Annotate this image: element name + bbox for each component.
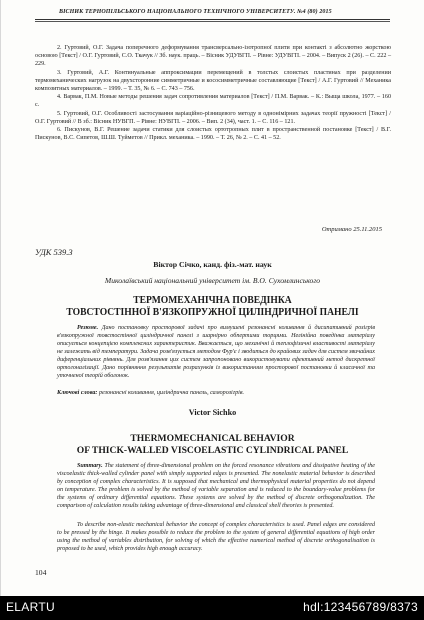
- abstract-ukrainian: [57, 324, 375, 380]
- reference-item: 5. Гуртовий, О.Г. Особливості застосування варіаційно-різницевого методу в однонімірних задачах теорії пружності [Текст] / О.Г. Гуртовий // В зб.: Вісник НУВГП. – Рівне: НУВГП. – 2006. – Вип. 2 (34), част. 1. – С. 116 – 121.: [35, 110, 391, 125]
- received-date: Отримано 25.11.2015: [321, 226, 382, 233]
- header-rule-thin: [35, 21, 390, 22]
- abstract-ukrainian-label: Резюме.: [77, 325, 99, 331]
- affiliation: Миколаївський національний університет ім. В.О. Сухомлинського: [104, 276, 321, 285]
- abstract-english-label: Summary.: [77, 463, 103, 469]
- title-english-line2: OF THICK-WALLED VISCOELASTIC CYLINDRICAL PANEL: [76, 445, 349, 456]
- abstract-english-text: The statement of three-dimensional problem on the forced resonance vibrations and dissipative heating of the viscoelastic thick-walled cylinder panel with simply supported edges is presented. The nonelastic material behavior is described by conception of complex characteristics. It is supposed that mechanical and thermophysical material properties do not depend on temperature. The problem is solved by the method of variable separation and is reduced to the boundary-value problems for the systems of ordinary differential equations. These systems are solved by the method of discrete orthogonalization. The comparison of calculation results taking advantage of three-dimensional and classical shell theories is presented.: [57, 463, 376, 509]
- references-list: [35, 44, 391, 142]
- header-rule: [35, 19, 390, 20]
- abstract-english: [57, 462, 375, 510]
- reference-item: 2. Гуртовий, О.Г. Задача поперечного деформування трансверсально-ізотропної плити при контакті з абсолютно жорсткою основою [Текст] / О.Г. Гуртовий, С.О. Ткачук // Зб. наук. праць. – Вісник УДУВГП. – Рівне: УДУВГП. – 2004. – Випуск 2 (26). – С. 222 – 229.: [35, 45, 391, 68]
- udc-code: УДК 539.3: [35, 247, 73, 257]
- title-ukrainian-line1: ТЕРМОМЕХАНІЧНА ПОВЕДІНКА: [133, 295, 292, 306]
- handle-id: hdl:123456789/8373: [303, 600, 418, 614]
- keywords-ukrainian: [57, 389, 375, 397]
- title-ukrainian: [16, 295, 409, 318]
- title-english-line1: THERMOMECHANICAL BEHAVIOR: [130, 433, 295, 444]
- reference-item: 3. Гуртовий, А.Г. Континуальные аппроксимации перемещений в толстых слоистых пластинах при разделении термомеханических нагрузок на двухсторонние симметричные и кососимметричные составляющие [Текст] / А.Г. Гуртовий // Механика композитных материалов. – 1999. – Т. 35, № 6. – С. 743 – 756.: [35, 69, 391, 93]
- page-number: 104: [35, 568, 47, 577]
- title-ukrainian-line2: ТОВСТОСТІННОЇ В'ЯЗКОПРУЖНОЇ ЦИЛІНДРИЧНОЇ ПАНЕЛІ: [66, 306, 359, 318]
- reference-item: 4. Варвак, П.М. Новые методы решения задач сопротивления материалов [Текст] / П.М. Варвак. – К.: Выща школа, 1977. – 160 с.: [35, 94, 391, 109]
- reference-item: 6. Пискунов, В.Г. Решение задачи статики для слоистых ортотропных плит в пространственной постановке [Текст] / В.Г. Пискунов, В.С. Сипетов, Ш.Ш. Туйметов // Прикл. механика. – 1990. – Т. 26, № 2. – С. 41 – 52.: [35, 127, 391, 142]
- title-english: [1, 433, 424, 457]
- abstract-ukrainian-text: Дано постановку просторової задачі про вимушені резонансні коливання й дисипативний розігрів в'язкопружної товстостінної циліндричної панелі з шарнірно обпертими торцями. Нелінійна поведінка матеріалу описується концепцією комплексних характеристик. Вважається, що механічні й теплофізичні властивості матеріалу не залежать від температури. Задача розв'язується методом Фур'є і зводиться до крайових задач для систем звичайних диференціальних рівнянь. Для розв'язання цих систем запропоновано використовувати ефективний метод дискретної ортогоналізації. Дано порівняння результатів розрахунків із використанням просторової постановки й класичної та уточненої теорій оболонок.: [57, 325, 375, 379]
- repository-name: ELARTU: [6, 600, 55, 614]
- keywords-text: резонансні коливання, циліндрична панель, саморозігрів.: [98, 390, 245, 396]
- author-english: Victor Sichko: [188, 408, 237, 417]
- keywords-label: Ключові слова:: [57, 390, 98, 396]
- abstract-english-paragraph2: To describe non-elastic mechanical behavior the concept of complex characteristics is used. Panel edges are considered to be pressed by the hinge. It makes possible to reduce the problem to the system of general differential equations of high order using the method of variables distribution, for solving of which the effective numerical method of discrete orthogonalisation is proposed to be used, which provides high enough accuracy.: [57, 522, 375, 552]
- author-ukrainian: Віктор Січко, канд. фіз.-мат. наук: [153, 260, 272, 269]
- footer-bar: [0, 596, 424, 620]
- running-head: ВІСНИК ТЕРНОПІЛЬСЬКОГО НАЦІОНАЛЬНОГО ТЕХНІЧНОГО УНІВЕРСИТЕТУ. №4 (80) 2015: [59, 9, 332, 15]
